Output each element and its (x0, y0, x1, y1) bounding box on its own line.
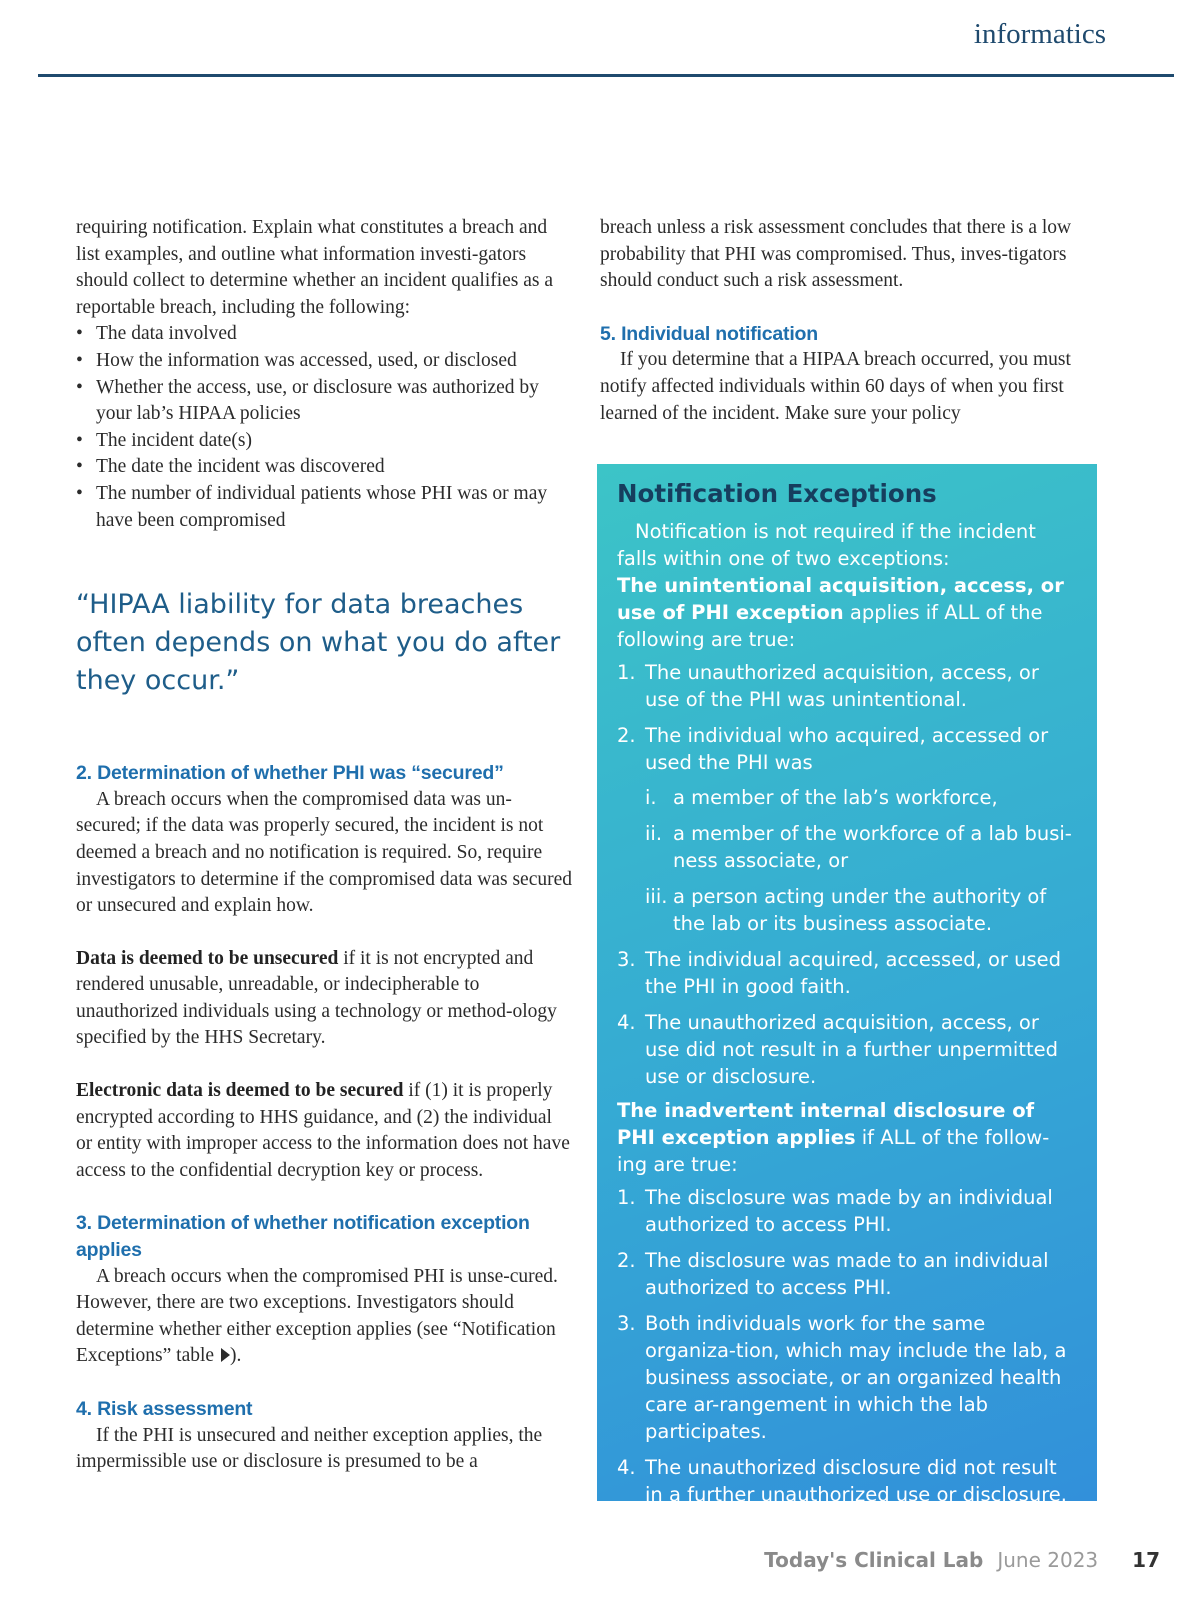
item-number: 3. (617, 948, 636, 971)
exception-2-lead: The inadvertent internal disclosure of PHI exception applies (617, 1099, 1035, 1149)
item-text: The individual who acquired, accessed or used the PHI was (645, 724, 1049, 774)
list-item (617, 722, 1077, 937)
investigation-bullet-list (76, 321, 573, 534)
section-5-text: If you determine that a HIPAA breach occurred, you must notify affected individuals within 60 days of when you first learned of the incident. Make sure your policy (600, 349, 1071, 424)
right-column (600, 215, 1080, 427)
item-text: The unauthorized acquisition, access, or use did not result in a further unpermitted use or disclosure. (645, 1011, 1059, 1088)
item-text: Both individuals work for the same organiza-tion, which may include the lab, a business associate, or an organized health care ar-rangement in which the lab participates. (645, 1312, 1067, 1443)
section-title: informatics (973, 18, 1106, 50)
section-4-heading: 4. Risk assessment (76, 1398, 253, 1420)
exception-1-sublist (645, 784, 1077, 937)
list-item (617, 1009, 1077, 1090)
section-3-close: ). (229, 1345, 242, 1367)
secured-text: if (1) it is properly encrypted according to HHS guidance, and (2) the individual or entity with improper access to the information does not have access to the confidential decryption key or process. (76, 1080, 570, 1181)
intro-paragraph: requiring notification. Explain what constitutes a breach and list examples, and outline what information investi-gators should collect to determine whether an incident qualifies as a reportable breach, including the following: (76, 217, 554, 318)
sub-item-number: ii. (645, 822, 663, 845)
triangle-right-icon (221, 1348, 230, 1362)
item-text: The individual acquired, accessed, or used the PHI in good faith. (645, 948, 1062, 998)
item-text: The disclosure was made to an individual authorized to access PHI. (645, 1249, 1049, 1299)
list-item (617, 946, 1077, 1000)
section-2-text: A breach occurs when the compromised data was un-secured; if the data was properly secured, the incident is not deemed a breach and no notification is required. So, require investigators to determine if the compromised data was secured or unsecured and explain how. (76, 788, 573, 917)
list-item (617, 1454, 1077, 1508)
bullet-item: • The date the incident was discovered (76, 454, 573, 481)
section-2-heading: 2. Determination of whether PHI was “secured” (76, 762, 504, 785)
box-intro: Notification is not required if the incident falls within one of two exceptions: (617, 520, 1036, 570)
exception-1-statement (617, 572, 1077, 653)
exception-1-lead: The unintentional acquisition, access, or use of PHI exception (617, 574, 1064, 624)
list-item (617, 1184, 1077, 1238)
unsecured-text: if it is not encrypted and rendered unusable, unreadable, or indecipherable to unauthorized individuals using a technology or method-ology specified by the HHS Secretary. (76, 947, 557, 1049)
sub-list-item (645, 820, 1077, 874)
list-item (617, 1247, 1077, 1301)
item-number: 2. (617, 1249, 636, 1272)
exception-2-rest: if ALL of the follow-ing are true: (617, 1126, 1050, 1176)
item-number: 2. (617, 724, 636, 747)
exception-2-statement (617, 1097, 1077, 1178)
exception-2-list (617, 1184, 1077, 1508)
section-3-body: A breach occurs when the compromised PHI is unse-cured. However, there are two exceptions. Investigators should determine whether either exception applies (see “Notification Exceptions” table (76, 1265, 558, 1367)
item-text: The disclosure was made by an individual authorized to access PHI. (645, 1186, 1053, 1236)
section-5-heading: 5. Individual notification (600, 322, 818, 345)
page-footer (764, 1548, 1160, 1572)
item-number: 3. (617, 1312, 636, 1335)
sub-item-text: a member of the workforce of a lab busi-ness associate, or (673, 822, 1072, 872)
issue-date: June 2023 (997, 1548, 1099, 1572)
list-item (617, 1310, 1077, 1445)
sub-item-text: a person acting under the authority of the lab or its business associate. (673, 885, 1047, 935)
item-number: 1. (617, 661, 636, 684)
item-text: The unauthorized acquisition, access, or use of the PHI was unintentional. (645, 661, 1039, 711)
item-number: 1. (617, 1186, 636, 1209)
secured-lead: Electronic data is deemed to be secured (76, 1080, 404, 1102)
page-number: 17 (1132, 1548, 1160, 1572)
section-4-text: If the PHI is unsecured and neither exception applies, the impermissible use or disclosure is presumed to be a (76, 1424, 543, 1473)
list-item (617, 659, 1077, 713)
header-rule (38, 74, 1174, 77)
box-title: Notification Exceptions (617, 479, 937, 508)
continued-paragraph: breach unless a risk assessment concludes that there is a low probability that PHI was compromised. Thus, inves-tigators should conduct such a risk assessment. (600, 217, 1072, 292)
bullet-item: • Whether the access, use, or disclosure was authorized by your lab’s HIPAA policies (76, 375, 573, 428)
sub-list-item (645, 883, 1077, 937)
unsecured-lead: Data is deemed to be unsecured (76, 947, 339, 969)
section-3-text (76, 1264, 573, 1370)
sub-item-text: a member of the lab’s workforce, (673, 786, 998, 809)
section-3-heading: 3. Determination of whether notification exception applies (76, 1212, 530, 1262)
item-number: 4. (617, 1456, 636, 1479)
magazine-name: Today's Clinical Lab (764, 1548, 984, 1572)
bullet-item: • The number of individual patients whose PHI was or may have been compromised (76, 481, 573, 534)
secured-definition (76, 1078, 573, 1184)
bullet-item: • The incident date(s) (76, 428, 573, 455)
sub-list-item (645, 784, 1077, 811)
sub-item-number: i. (645, 786, 657, 809)
exception-1-rest: applies if ALL of the following are true: (617, 601, 1043, 651)
notification-exceptions-box (597, 464, 1097, 1506)
item-number: 4. (617, 1011, 636, 1034)
exception-1-list (617, 659, 1077, 1090)
bullet-item: • The data involved (76, 321, 573, 348)
bullet-item: • How the information was accessed, used, or disclosed (76, 348, 573, 375)
sub-item-number: iii. (645, 885, 668, 908)
item-text: The unauthorized disclosure did not result in a further unauthorized use or disclosure. (645, 1456, 1067, 1506)
left-column (76, 215, 573, 1476)
unsecured-definition (76, 946, 573, 1052)
pull-quote: “HIPAA liability for data breaches often depends on what you do after they occur.” (76, 589, 561, 697)
